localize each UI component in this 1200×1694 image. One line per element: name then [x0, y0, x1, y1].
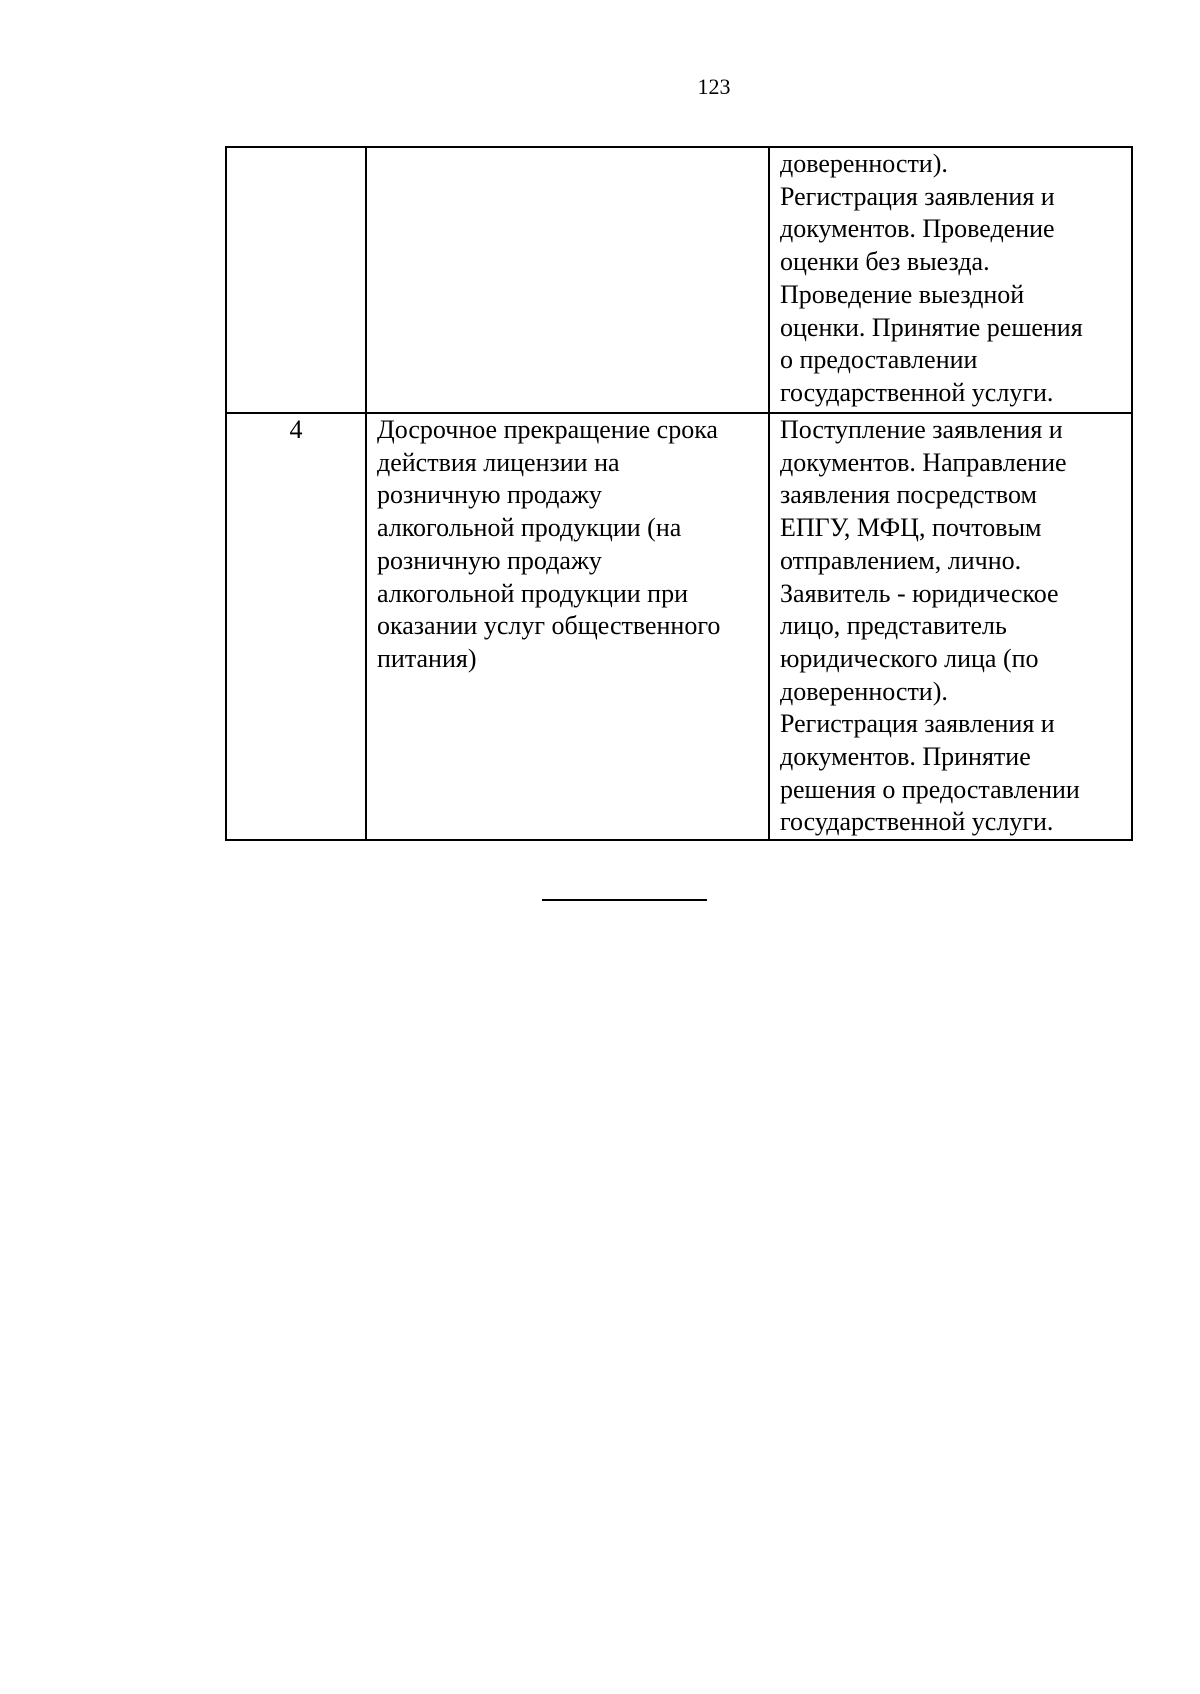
procedure-line: Регистрация заявления и: [780, 181, 1055, 211]
procedure-cell: [769, 413, 1132, 840]
procedure-line: Заявитель - юридическое: [780, 578, 1059, 608]
service-line: оказании услуг общественного: [377, 611, 721, 641]
service-line: розничную продажу: [377, 545, 602, 575]
services-table: [225, 146, 1133, 841]
procedure-line: государственной услуги.: [780, 807, 1054, 837]
service-name: [366, 147, 769, 413]
service-name: [366, 413, 769, 840]
procedure-line: отправлением, лично.: [780, 545, 1022, 575]
procedure-line: документов. Проведение: [780, 214, 1055, 244]
row-number: [226, 147, 366, 413]
procedure-line: лицо, представитель: [780, 611, 1007, 641]
procedure-line: заявления посредством: [780, 480, 1037, 510]
procedure-line: юридического лица (по: [780, 643, 1039, 673]
procedure-line: доверенности).: [780, 149, 948, 178]
procedure-line: ЕПГУ, МФЦ, почтовым: [780, 513, 1042, 543]
page-number: 123: [697, 74, 731, 99]
service-line: алкогольной продукции при: [377, 578, 688, 608]
procedure-line: государственной услуги.: [780, 377, 1054, 407]
table-row: [226, 147, 1132, 413]
procedure-line: решения о предоставлении: [780, 774, 1080, 804]
procedure-line: доверенности).: [780, 676, 948, 706]
service-line: розничную продажу: [377, 480, 602, 510]
procedure-cell: [769, 147, 1132, 413]
procedure-line: оценки без выезда.: [780, 247, 990, 277]
row-number: 4: [226, 413, 366, 840]
service-line: действия лицензии на: [377, 447, 620, 477]
procedure-line: документов. Принятие: [780, 742, 1031, 772]
procedure-line: о предоставлении: [780, 345, 978, 375]
procedure-line: Регистрация заявления и: [780, 709, 1055, 739]
service-line: питания): [377, 643, 477, 673]
service-line: алкогольной продукции (на: [377, 513, 682, 543]
procedure-line: Проведение выездной: [780, 279, 1025, 309]
procedure-line: оценки. Принятие решения: [780, 312, 1083, 342]
end-separator-line: [542, 899, 707, 901]
table-row: [226, 413, 1132, 840]
procedure-line: документов. Направление: [780, 447, 1067, 477]
service-line: Досрочное прекращение срока: [377, 415, 718, 444]
procedure-line: Поступление заявления и: [780, 415, 1063, 444]
